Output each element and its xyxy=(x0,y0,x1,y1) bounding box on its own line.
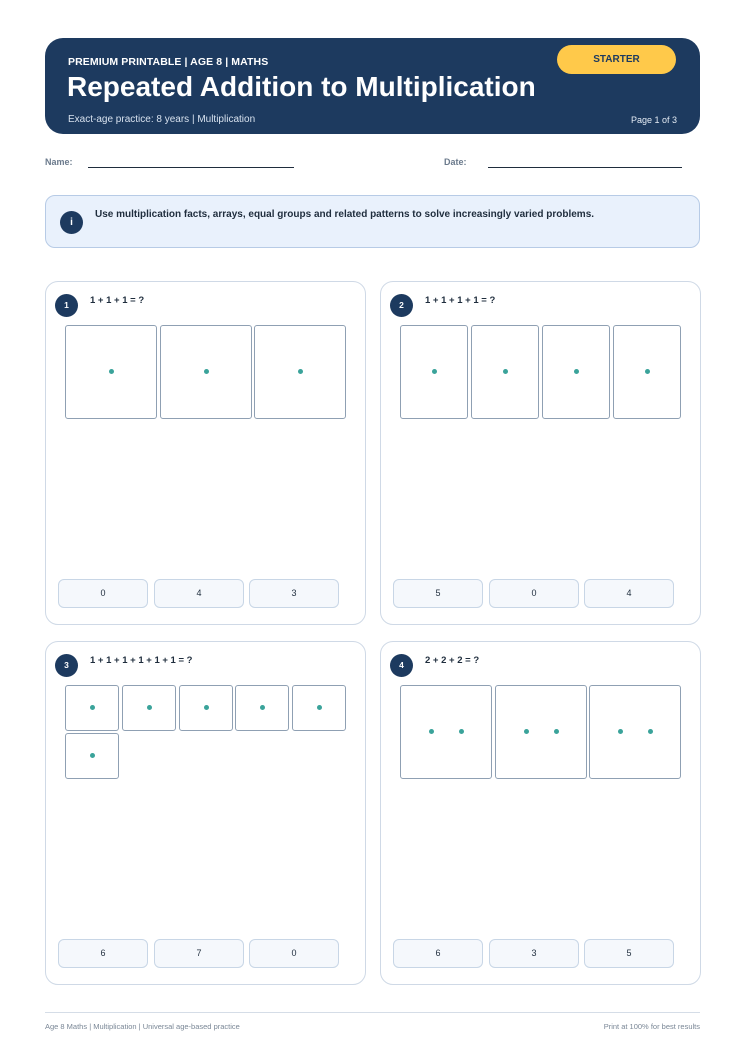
answer-option[interactable]: 4 xyxy=(584,579,674,608)
instructions-panel xyxy=(45,195,700,248)
answer-option[interactable]: 5 xyxy=(393,579,483,608)
group-box xyxy=(589,685,681,779)
counter-dot xyxy=(554,729,559,734)
group-box xyxy=(471,325,539,419)
answer-option[interactable]: 5 xyxy=(584,939,674,968)
group-box xyxy=(65,733,119,779)
counter-dot xyxy=(429,729,434,734)
answer-option[interactable]: 6 xyxy=(58,939,148,968)
group-box xyxy=(542,325,610,419)
page-number: Page 1 of 3 xyxy=(630,115,677,125)
counter-dot xyxy=(260,705,265,710)
answer-option[interactable]: 0 xyxy=(489,579,579,608)
level-badge: STARTER xyxy=(557,45,676,74)
footer-left-text: Age 8 Maths | Multiplication | Universal age-based practice xyxy=(45,1022,240,1031)
footer-right-text: Print at 100% for best results xyxy=(603,1022,700,1031)
question-number: 1 xyxy=(55,294,78,317)
group-box xyxy=(254,325,346,419)
counter-dot xyxy=(147,705,152,710)
answer-option[interactable]: 7 xyxy=(154,939,244,968)
group-box xyxy=(65,325,157,419)
answer-option[interactable]: 3 xyxy=(489,939,579,968)
worksheet-header xyxy=(45,38,700,134)
counter-dot xyxy=(90,705,95,710)
name-line[interactable] xyxy=(88,167,294,168)
group-box xyxy=(235,685,289,731)
name-label: Name: xyxy=(45,157,73,167)
question-card-3 xyxy=(45,641,366,985)
group-box xyxy=(122,685,176,731)
group-box xyxy=(400,325,468,419)
counter-dot xyxy=(618,729,623,734)
counter-dot xyxy=(645,369,650,374)
group-box xyxy=(495,685,587,779)
answer-option[interactable]: 3 xyxy=(249,579,339,608)
question-number: 3 xyxy=(55,654,78,677)
question-card-1 xyxy=(45,281,366,625)
date-label: Date: xyxy=(444,157,467,167)
group-box xyxy=(179,685,233,731)
counter-dot xyxy=(503,369,508,374)
counter-dot xyxy=(204,369,209,374)
counter-dot xyxy=(90,753,95,758)
header-subtitle: Exact-age practice: 8 years | Multiplication xyxy=(68,114,256,125)
question-card-2 xyxy=(380,281,701,625)
question-prompt: 1 + 1 + 1 + 1 = ? xyxy=(425,295,496,306)
question-prompt: 1 + 1 + 1 + 1 + 1 + 1 = ? xyxy=(90,655,193,666)
group-box xyxy=(65,685,119,731)
counter-dot xyxy=(524,729,529,734)
info-icon: i xyxy=(60,211,83,234)
worksheet-title: Repeated Addition to Multiplication xyxy=(67,71,536,102)
question-prompt: 1 + 1 + 1 = ? xyxy=(90,295,145,306)
counter-dot xyxy=(574,369,579,374)
instructions-text: Use multiplication facts, arrays, equal groups and related patterns to solve increasingly varied problems. xyxy=(95,209,595,220)
group-box xyxy=(292,685,346,731)
counter-dot xyxy=(109,369,114,374)
question-number: 2 xyxy=(390,294,413,317)
header-kicker: PREMIUM PRINTABLE | AGE 8 | MATHS xyxy=(68,56,269,68)
group-box xyxy=(400,685,492,779)
answer-option[interactable]: 4 xyxy=(154,579,244,608)
answer-option[interactable]: 6 xyxy=(393,939,483,968)
footer-divider xyxy=(45,1012,700,1013)
answer-option[interactable]: 0 xyxy=(58,579,148,608)
question-card-4 xyxy=(380,641,701,985)
counter-dot xyxy=(459,729,464,734)
question-number: 4 xyxy=(390,654,413,677)
counter-dot xyxy=(432,369,437,374)
group-box xyxy=(613,325,681,419)
counter-dot xyxy=(317,705,322,710)
counter-dot xyxy=(298,369,303,374)
question-prompt: 2 + 2 + 2 = ? xyxy=(425,655,480,666)
group-box xyxy=(160,325,252,419)
answer-option[interactable]: 0 xyxy=(249,939,339,968)
date-line[interactable] xyxy=(488,167,682,168)
counter-dot xyxy=(204,705,209,710)
counter-dot xyxy=(648,729,653,734)
